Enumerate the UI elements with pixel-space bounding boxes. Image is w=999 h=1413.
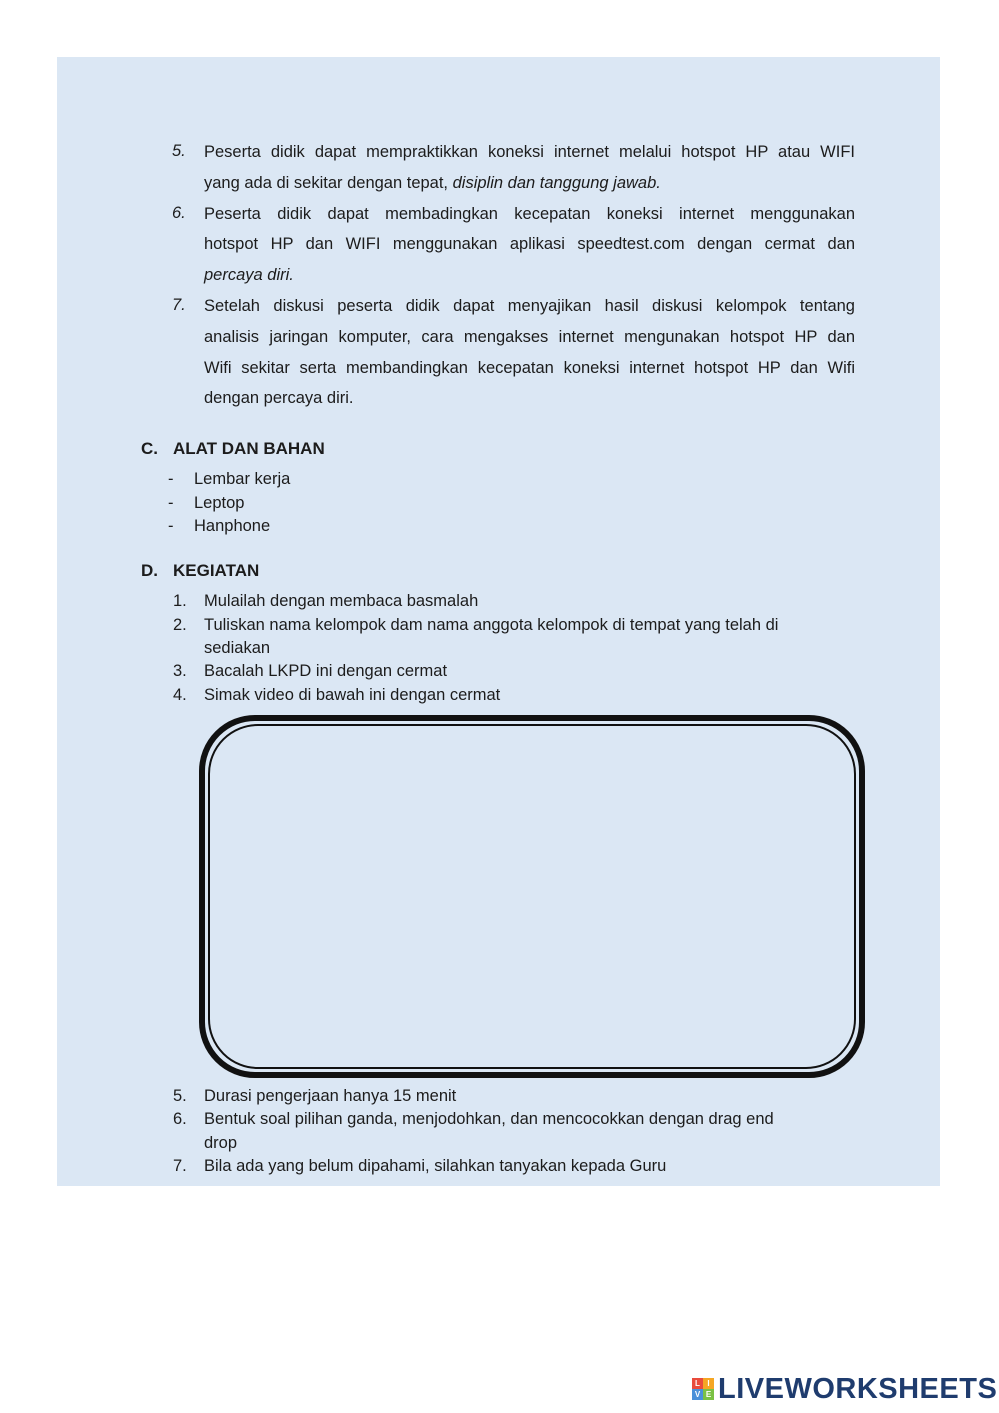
step-2-text-line-1: Tuliskan nama kelompok dam nama anggota kelompok di tempat yang telah di — [204, 616, 779, 634]
logo-letter-l: L — [692, 1378, 703, 1389]
objective-5-line-1: Peserta didik dapat mempraktikkan koneksi internet melalui hotspot HP atau WIFI — [204, 143, 855, 161]
materials-bullet-3: - — [168, 517, 174, 535]
liveworksheets-logo-icon — [692, 1378, 714, 1400]
objective-7-line-3: Wifi sekitar serta membandingkan kecepatan koneksi internet hotspot HP dan Wifi — [204, 359, 855, 377]
objective-6-number: 6. — [172, 204, 186, 222]
objective-7-line-2: analisis jaringan komputer, cara mengakses internet mengunakan hotspot HP dan — [204, 328, 855, 346]
objective-7-line-1: Setelah diskusi peserta didik dapat menyajikan hasil diskusi kelompok tentang — [204, 297, 855, 315]
section-d-heading — [141, 561, 259, 581]
step-7-text: Bila ada yang belum dipahami, silahkan tanyakan kepada Guru — [204, 1157, 667, 1175]
materials-item-3: Hanphone — [194, 517, 271, 535]
section-d-letter: D. — [141, 561, 158, 580]
step-2-text-line-2: sediakan — [204, 639, 271, 657]
materials-bullet-2: - — [168, 494, 174, 512]
section-d-title: KEGIATAN — [173, 561, 260, 580]
objective-6-line-2: hotspot HP dan WIFI menggunakan aplikasi speedtest.com dengan cermat dan — [204, 235, 855, 253]
step-5-text: Durasi pengerjaan hanya 15 menit — [204, 1087, 457, 1105]
objective-7-line-4: dengan percaya diri. — [204, 389, 354, 407]
objective-6-line-3: percaya diri. — [204, 266, 294, 284]
step-6-number: 6. — [173, 1110, 187, 1128]
step-6-text-line-2: drop — [204, 1134, 238, 1152]
materials-bullet-1: - — [168, 470, 174, 488]
step-4-text: Simak video di bawah ini dengan cermat — [204, 686, 501, 704]
step-3-number: 3. — [173, 662, 187, 680]
materials-item-1: Lembar kerja — [194, 470, 291, 488]
step-3-text: Bacalah LKPD ini dengan cermat — [204, 662, 448, 680]
section-c-letter: C. — [141, 439, 158, 458]
materials-item-2: Leptop — [194, 494, 245, 512]
step-7-number: 7. — [173, 1157, 187, 1175]
objective-6-line-1: Peserta didik dapat membadingkan kecepatan koneksi internet menggunakan — [204, 205, 855, 223]
logo-letter-i: I — [703, 1378, 714, 1389]
video-frame[interactable] — [199, 715, 865, 1078]
brand-name: LIVEWORKSHEETS — [718, 1372, 998, 1405]
objective-5-line-2: yang ada di sekitar dengan tepat, disiplin dan tanggung jawab. — [204, 174, 661, 192]
step-1-number: 1. — [173, 592, 187, 610]
step-5-number: 5. — [173, 1087, 187, 1105]
objective-5-number: 5. — [172, 142, 186, 160]
step-4-number: 4. — [173, 686, 187, 704]
step-2-number: 2. — [173, 616, 187, 634]
section-c-heading — [141, 439, 325, 459]
video-frame-inner-border — [208, 724, 856, 1069]
logo-letter-e: E — [703, 1389, 714, 1400]
logo-letter-v: V — [692, 1389, 703, 1400]
objective-7-number: 7. — [172, 296, 186, 314]
section-c-title: ALAT DAN BAHAN — [173, 439, 325, 458]
step-6-text-line-1: Bentuk soal pilihan ganda, menjodohkan, dan mencocokkan dengan drag end — [204, 1110, 774, 1128]
step-1-text: Mulailah dengan membaca basmalah — [204, 592, 479, 610]
liveworksheets-brand — [692, 1374, 997, 1404]
